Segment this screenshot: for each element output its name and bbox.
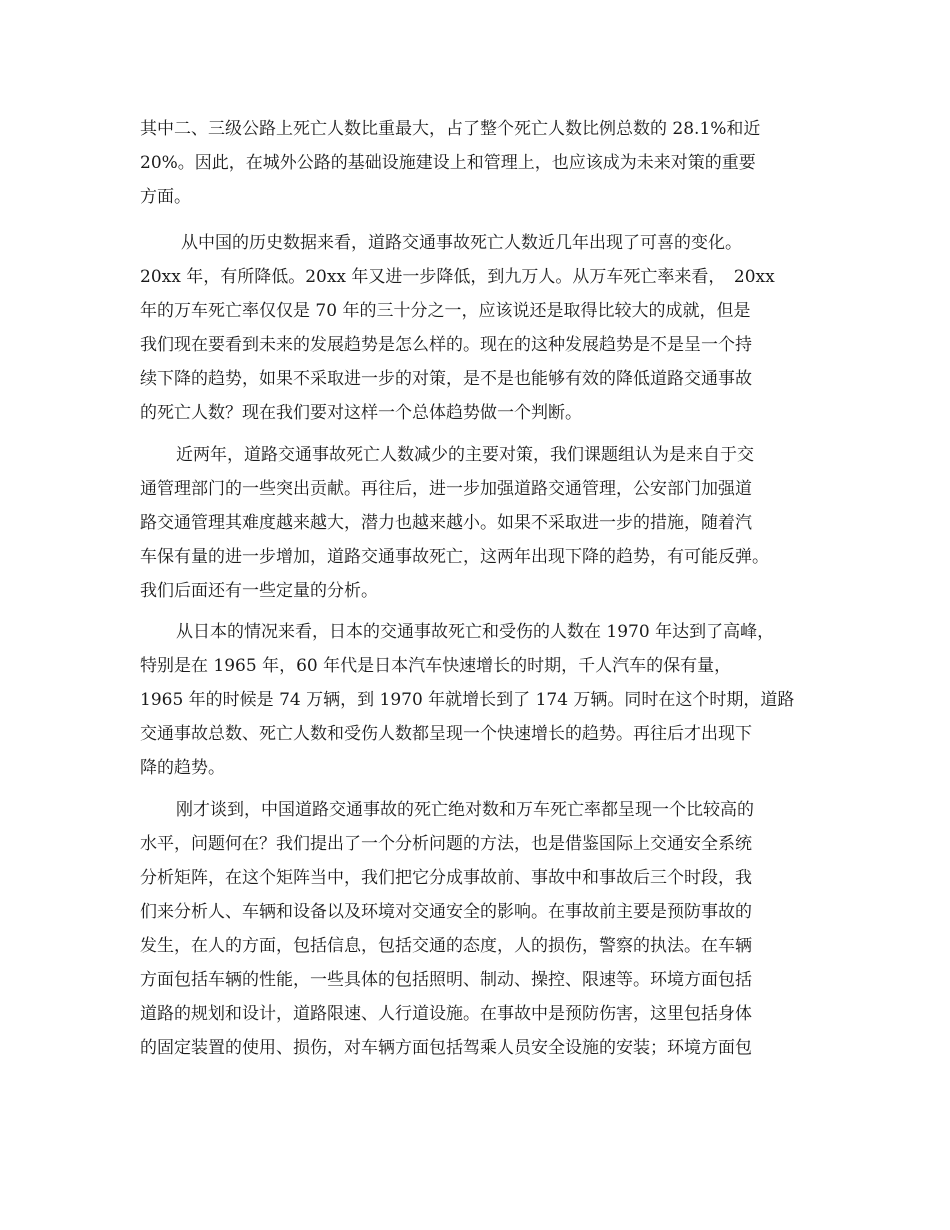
text-line: 路交通管理其难度越来越大，潜力也越来越小。如果不采取进一步的措施，随着汽 (140, 513, 752, 533)
text-line: 发生，在人的方面，包括信息，包括交通的态度，人的损伤，警察的执法。在车辆 (140, 936, 752, 956)
text-line: 分析矩阵，在这个矩阵当中，我们把它分成事故前、事故中和事故后三个时段，我 (140, 868, 752, 888)
text-line: 交通事故总数、死亡人数和受伤人数都呈现一个快速增长的趋势。再往后才出现下 (140, 724, 752, 744)
text-line: 从日本的情况来看，日本的交通事故死亡和受伤的人数在 1970 年达到了高峰， (176, 622, 775, 642)
text-line: 从中国的历史数据来看，道路交通事故死亡人数近几年出现了可喜的变化。 (164, 233, 742, 253)
text-line: 我们后面还有一些定量的分析。 (140, 581, 378, 601)
text-line: 年的万车死亡率仅仅是 70 年的三十分之一，应该说还是取得比较大的成就，但是 (140, 301, 751, 321)
text-line: 通管理部门的一些突出贡献。再往后，进一步加强道路交通管理，公安部门加强道 (140, 479, 752, 499)
text-line: 续下降的趋势，如果不采取进一步的对策，是不是也能够有效的降低道路交通事故 (140, 369, 752, 389)
text-line: 20xx 年，有所降低。20xx 年又进一步降低，到九万人。从万车死亡率来看， 20xx (140, 267, 775, 287)
text-line: 水平，问题何在？我们提出了一个分析问题的方法，也是借鉴国际上交通安全系统 (140, 834, 752, 854)
text-line: 近两年，道路交通事故死亡人数减少的主要对策，我们课题组认为是来自于交 (176, 445, 754, 465)
text-line: 其中二、三级公路上死亡人数比重最大，占了整个死亡人数比例总数的 28.1%和近 (140, 119, 761, 139)
text-line: 道路的规划和设计，道路限速、人行道设施。在事故中是预防伤害，这里包括身体 (140, 1004, 752, 1024)
text-line: 刚才谈到，中国道路交通事故的死亡绝对数和万车死亡率都呈现一个比较高的 (176, 800, 754, 820)
text-line: 方面。 (140, 187, 191, 207)
text-line: 20%。因此，在城外公路的基础设施建设上和管理上，也应该成为未来对策的重要 (140, 153, 756, 173)
text-line: 车保有量的进一步增加，道路交通事故死亡，这两年出现下降的趋势，有可能反弹。 (140, 547, 769, 567)
text-line: 降的趋势。 (140, 758, 225, 778)
text-line: 我们现在要看到未来的发展趋势是怎么样的。现在的这种发展趋势是不是呈一个持 (140, 335, 752, 355)
text-line: 的死亡人数？现在我们要对这样一个总体趋势做一个判断。 (140, 403, 582, 423)
text-line: 方面包括车辆的性能，一些具体的包括照明、制动、操控、限速等。环境方面包括 (140, 970, 752, 990)
text-line: 们来分析人、车辆和设备以及环境对交通安全的影响。在事故前主要是预防事故的 (140, 902, 752, 922)
text-line: 特别是在 1965 年，60 年代是日本汽车快速增长的时期，千人汽车的保有量， (140, 656, 732, 676)
text-line: 的固定装置的使用、损伤，对车辆方面包括驾乘人员安全设施的安装；环境方面包 (140, 1038, 752, 1058)
text-line: 1965 年的时候是 74 万辆，到 1970 年就增长到了 174 万辆。同时在这个时期，道路 (140, 690, 795, 710)
